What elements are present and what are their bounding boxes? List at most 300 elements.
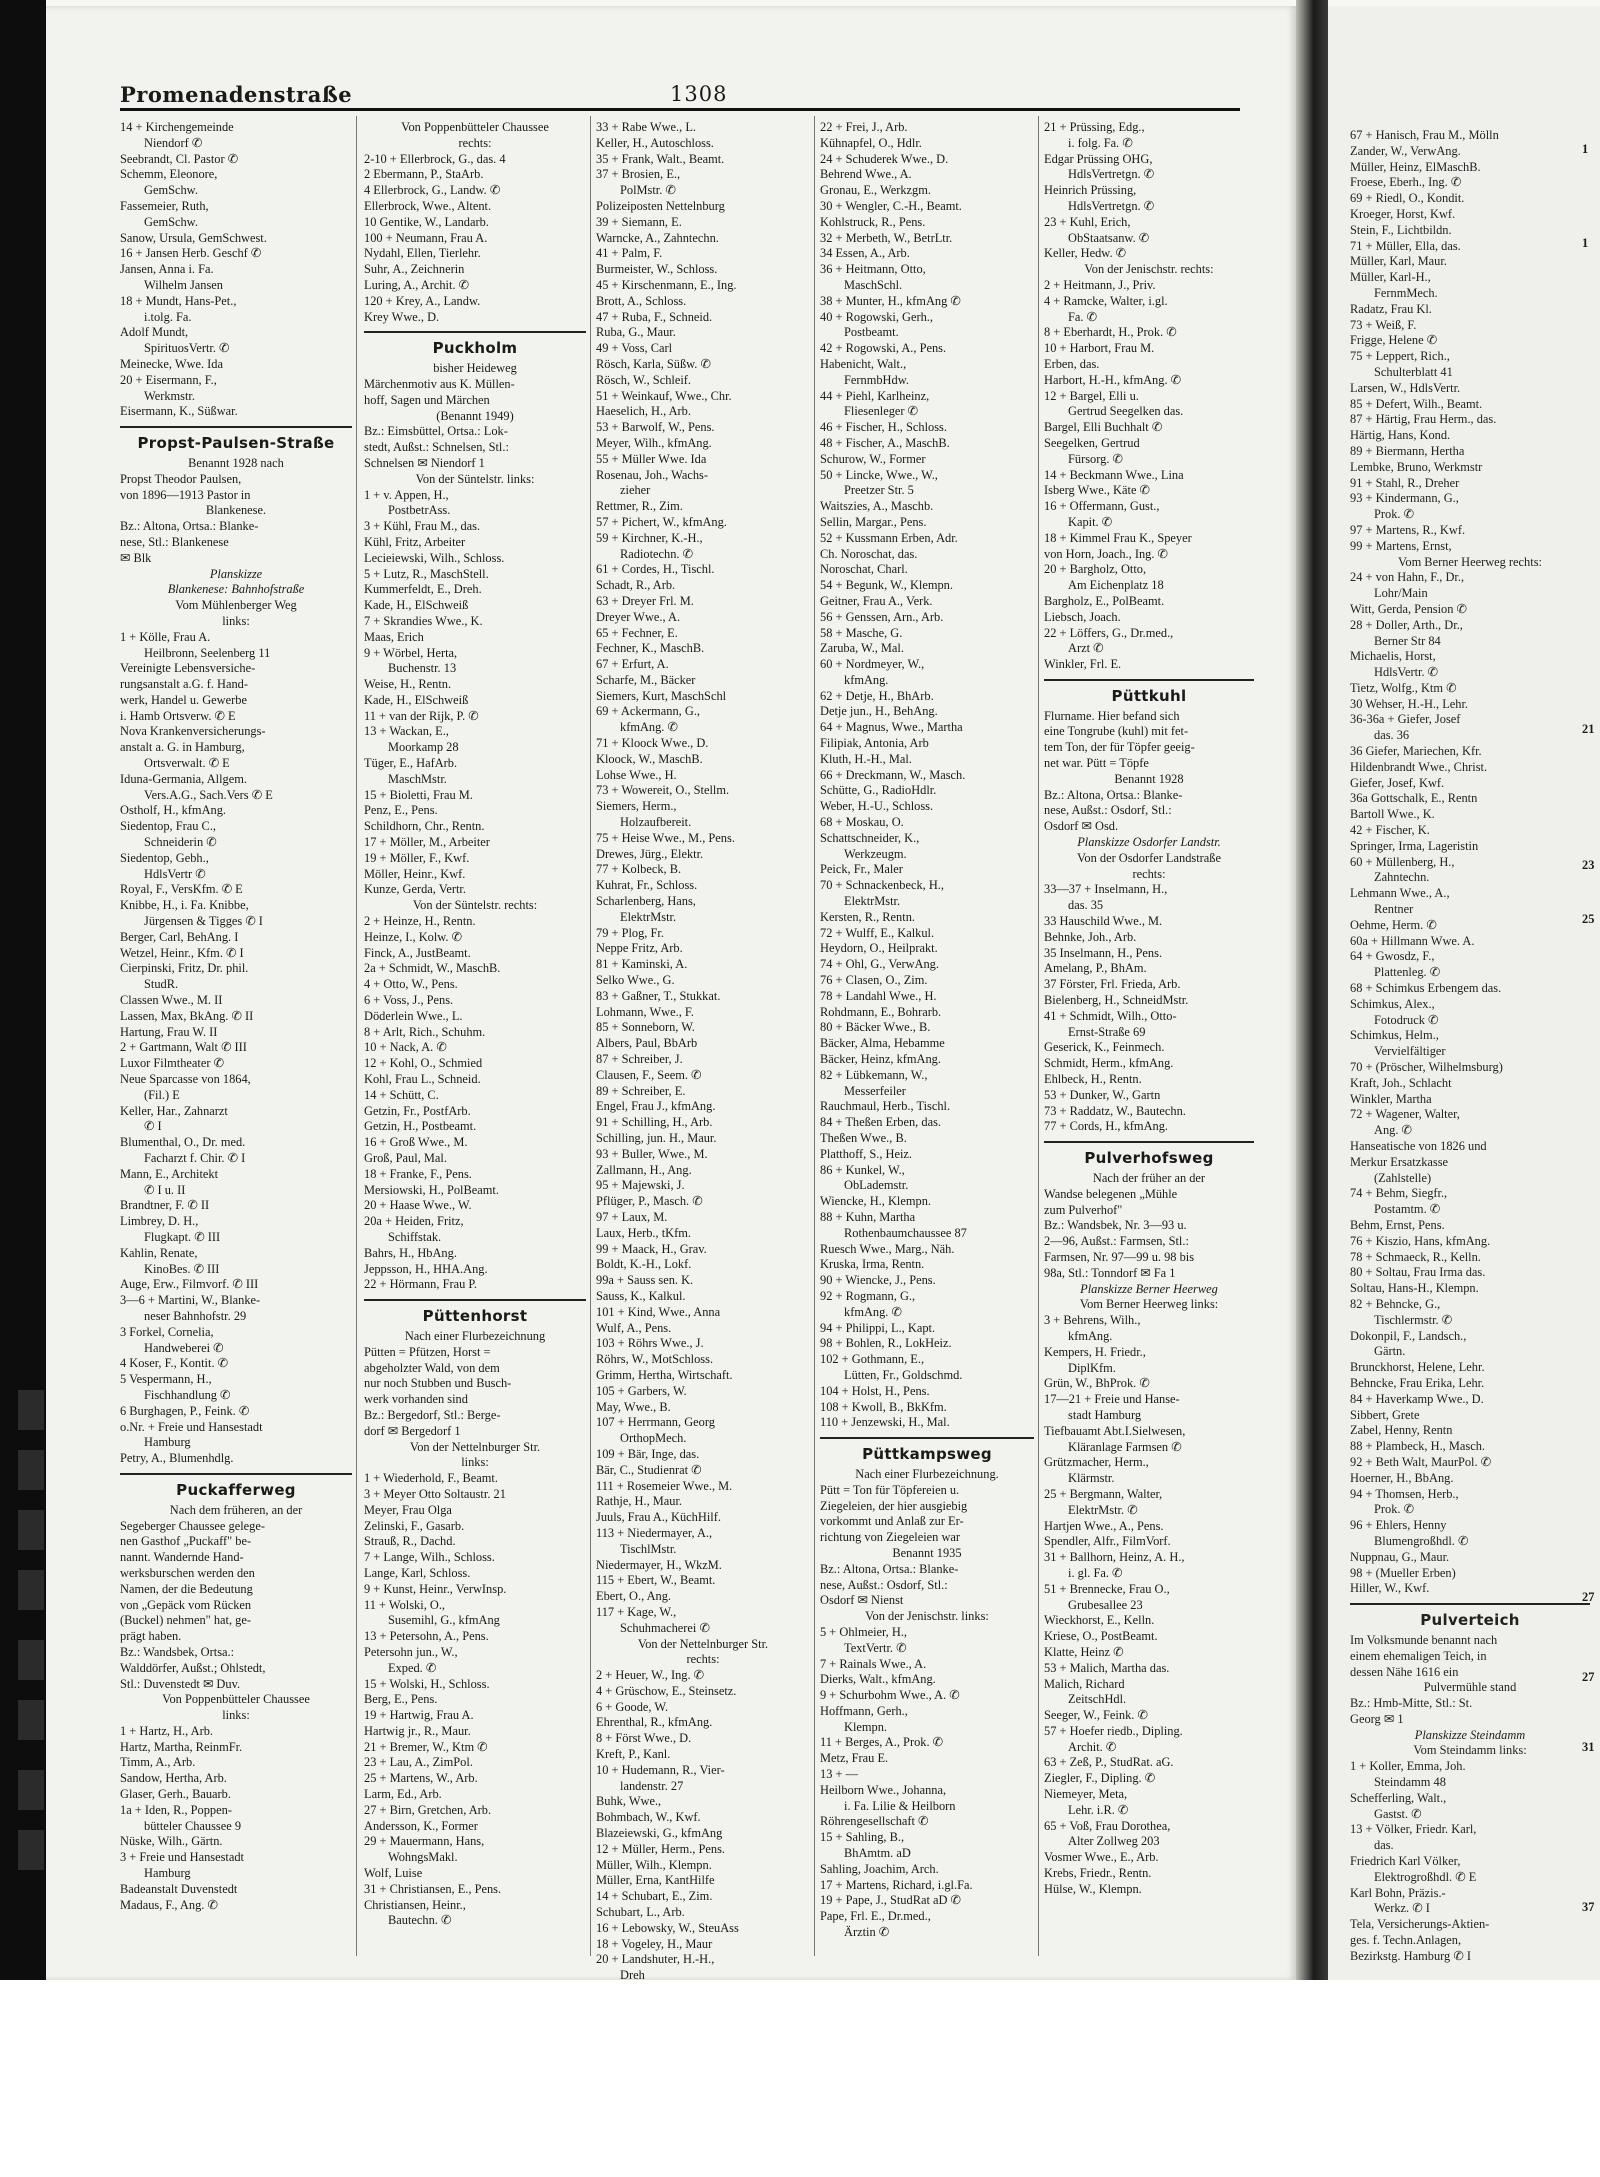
directory-entry: 75 + Heise Wwe., M., Pens. [596, 830, 735, 845]
directory-entry: Zelinski, F., Gasarb. [364, 1518, 465, 1533]
directory-entry: rechts: [458, 135, 492, 150]
directory-entry: 2a + Schmidt, W., MaschB. [364, 961, 501, 976]
directory-entry: Rettmer, R., Zim. [596, 499, 683, 514]
directory-entry: 24 + von Hahn, F., Dr., [1350, 570, 1465, 585]
directory-entry: Michaelis, Horst, [1350, 649, 1436, 664]
directory-entry: das. 36 [1374, 728, 1410, 743]
directory-entry: Bz.: Altona, Ortsa.: Blanke- [120, 519, 259, 534]
margin-house-number: 23 [1582, 858, 1595, 872]
directory-entry: rechts: [1132, 866, 1166, 881]
directory-entry: 13 + Petersohn, A., Pens. [364, 1629, 489, 1644]
directory-entry: Schattschneider, K., [820, 830, 920, 845]
directory-entry: Bahrs, H., HbAng. [364, 1245, 457, 1260]
directory-entry: i. gl. Fa. ✆ [1068, 1565, 1123, 1580]
directory-entry: Rohdmann, E., Bohrarb. [820, 1004, 942, 1019]
book-gutter [1296, 0, 1328, 1980]
directory-entry: Seegelken, Gertrud [1044, 435, 1140, 450]
directory-entry: Flugkapt. ✆ III [144, 1229, 221, 1244]
directory-entry: 117 + Kage, W., [596, 1604, 677, 1619]
directory-entry: kfmAng. ✆ [620, 720, 678, 735]
directory-entry: Schneiderin ✆ [144, 835, 217, 850]
directory-entry: 103 + Röhrs Wwe., J. [596, 1336, 704, 1351]
directory-entry: 36 Giefer, Mariechen, Kfr. [1350, 744, 1482, 759]
street-heading: Propst-Paulsen-Straße [137, 434, 335, 453]
directory-entry: Siemers, Herm., [596, 799, 677, 814]
directory-entry: Cierpinski, Fritz, Dr. phil. [120, 961, 249, 976]
directory-entry: FernmbHdw. [844, 372, 909, 387]
directory-entry: 99a + Sauss sen. K. [596, 1273, 694, 1288]
directory-entry: 113 + Niedermayer, A., [596, 1525, 713, 1540]
directory-entry: Nydahl, Ellen, Tierlehr. [364, 246, 481, 261]
directory-entry: Krebs, Friedr., Rentn. [1044, 1866, 1152, 1881]
section-rule [120, 1473, 352, 1475]
directory-entry: 32 + Merbeth, W., BetrLtr. [820, 230, 953, 245]
directory-entry: Waitszies, A., Maschb. [820, 499, 934, 514]
directory-entry: Meyer, Frau Olga [364, 1502, 452, 1517]
directory-entry: von „Gepäck vom Rücken [120, 1597, 252, 1612]
directory-entry: Ostholf, H., kfmAng. [120, 803, 227, 818]
directory-column-1 [120, 120, 352, 1970]
directory-entry: 99 + Maack, H., Grav. [596, 1241, 707, 1256]
directory-entry: ElektrMstr. [844, 894, 901, 909]
directory-entry: Badeanstalt Duvenstedt [120, 1881, 238, 1896]
directory-entry: 74 + Ohl, G., VerwAng. [820, 957, 939, 972]
directory-entry: Bz.: Altona, Ortsa.: Blanke- [820, 1561, 959, 1576]
directory-entry: 63 + Zeß, P., StudRat. aG. [1044, 1755, 1174, 1770]
directory-entry: Lehmann Wwe., A., [1350, 886, 1450, 901]
directory-entry: Friedrich Karl Völker, [1350, 1854, 1461, 1869]
directory-entry: Schnelsen ✉ Niendorf 1 [364, 455, 485, 470]
directory-entry: Bäcker, Heinz, kfmAng. [820, 1052, 941, 1067]
directory-entry: Steindamm 48 [1374, 1775, 1446, 1790]
directory-entry: 102 + Gothmann, E., [820, 1352, 925, 1367]
directory-entry: Warncke, A., Zahntechn. [596, 230, 719, 245]
directory-entry: Neppe Fritz, Arb. [596, 941, 683, 956]
directory-entry: Ziegeleien, der hier ausgiebig [820, 1498, 968, 1513]
directory-entry: Namen, der die Bedeutung [120, 1581, 253, 1596]
directory-entry: Postbeamt. [844, 325, 899, 340]
directory-entry: 2 + Heuer, W., Ing. ✆ [596, 1668, 705, 1683]
directory-entry: Kläranlage Farmsen ✆ [1068, 1439, 1182, 1454]
directory-entry: Laux, Herb., tKfm. [596, 1225, 691, 1240]
directory-entry: Dreyer Wwe., A. [596, 609, 681, 624]
directory-entry: Adolf Mundt, [120, 325, 189, 340]
directory-entry: Bielenberg, H., SchneidMstr. [1044, 993, 1189, 1008]
directory-entry: Kade, H., ElSchweiß [364, 598, 469, 613]
directory-entry: 80 + Soltau, Frau Irma das. [1350, 1265, 1486, 1280]
directory-entry: Lohse Wwe., H. [596, 767, 677, 782]
section-rule [1044, 1141, 1254, 1143]
column-divider [814, 116, 815, 1956]
directory-entry: Ortsverwalt. ✆ E [144, 756, 230, 771]
directory-entry: Scharlenberg, Hans, [596, 894, 696, 909]
directory-entry: Classen Wwe., M. II [120, 993, 223, 1008]
directory-entry: 37 + Brosien, E., [596, 167, 681, 182]
directory-entry: 4 + Otto, W., Pens. [364, 977, 458, 992]
directory-entry: Wulf, A., Pens. [596, 1320, 672, 1335]
directory-entry: 65 + Voß, Frau Dorothea, [1044, 1818, 1171, 1833]
directory-entry: Tietz, Wolfg., Ktm ✆ [1350, 680, 1457, 695]
running-head: Promenadenstraße [120, 82, 353, 107]
directory-entry: TextVertr. ✆ [844, 1640, 907, 1655]
directory-entry: 45 + Kirschenmann, E., Ing. [596, 277, 737, 292]
directory-entry: Märchenmotiv aus K. Müllen- [364, 376, 515, 391]
directory-entry: 2 + Gartmann, Walt ✆ III [120, 1040, 247, 1055]
directory-entry: Keller, H., Autoschloss. [596, 135, 714, 150]
directory-entry: Von der Süntelstr. links: [415, 471, 535, 486]
directory-entry: Behncke, Frau Erika, Lehr. [1350, 1375, 1485, 1390]
directory-entry: Dokonpil, F., Landsch., [1350, 1328, 1467, 1343]
directory-entry: Schurow, W., Former [820, 451, 926, 466]
directory-entry: 76 + Kiszio, Hans, kfmAng. [1350, 1233, 1491, 1248]
directory-entry: Kersten, R., Rentn. [820, 909, 915, 924]
directory-entry: Radatz, Frau Kl. [1350, 301, 1432, 316]
directory-entry: 15 + Bioletti, Frau M. [364, 787, 473, 802]
directory-entry: Filipiak, Antonia, Arb [820, 736, 929, 751]
directory-entry: TischlMstr. [620, 1541, 677, 1556]
binding-mark [18, 1390, 44, 1430]
directory-entry: Schimkus, Helm., [1350, 1028, 1439, 1043]
directory-entry: Nuppnau, G., Maur. [1350, 1549, 1450, 1564]
directory-entry: 89 + Schreiber, E. [596, 1083, 686, 1098]
directory-entry: 100 + Neumann, Frau A. [364, 230, 488, 245]
directory-entry: Grützmacher, Herm., [1044, 1455, 1149, 1470]
directory-entry: nur noch Stubben und Busch- [364, 1376, 512, 1391]
directory-entry: 23 + Lau, A., ZimPol. [364, 1755, 473, 1770]
directory-entry: Siedentop, Gebh., [120, 850, 209, 865]
directory-entry: Bezirkstg. Hamburg ✆ I [1350, 1948, 1471, 1963]
directory-entry: Moorkamp 28 [388, 740, 459, 755]
plan-reference: Planskizze Osdorfer Landstr. [1077, 835, 1221, 850]
directory-entry: Spendler, Alfr., FilmVorf. [1044, 1534, 1171, 1549]
directory-entry: Neue Sparcasse von 1864, [120, 1072, 251, 1087]
directory-entry: Von der Nettelnburger Str. [409, 1439, 541, 1454]
directory-entry: Schadt, R., Arb. [596, 578, 676, 593]
directory-entry: 20 + Haase Wwe., W. [364, 1198, 472, 1213]
directory-entry: landenstr. 27 [620, 1778, 684, 1793]
directory-entry: 82 + Behncke, G., [1350, 1296, 1441, 1311]
directory-entry: Rauchmaul, Herb., Tischl. [820, 1099, 951, 1114]
directory-entry: links: [222, 1708, 250, 1723]
directory-entry: 75 + Leppert, Rich., [1350, 349, 1450, 364]
directory-entry: Boldt, K.-H., Lokf. [596, 1257, 692, 1272]
directory-entry: Kühnapfel, O., Hdlr. [820, 135, 922, 150]
directory-entry: 35 + Frank, Walt., Beamt. [596, 151, 725, 166]
directory-entry: 107 + Herrmann, Georg [596, 1415, 715, 1430]
directory-entry: 101 + Kind, Wwe., Anna [596, 1304, 721, 1319]
directory-entry: ges. f. Techn.Anlagen, [1350, 1933, 1462, 1948]
binding-mark [18, 1700, 44, 1740]
directory-entry: FernmMech. [1374, 285, 1438, 300]
directory-entry: Kriese, O., PostBeamt. [1044, 1629, 1158, 1644]
directory-entry: kfmAng. [1068, 1328, 1113, 1343]
directory-entry: Georg ✉ 1 [1350, 1711, 1404, 1726]
directory-entry: Timm, A., Arb. [120, 1755, 196, 1770]
directory-entry: Rothenbaumchaussee 87 [844, 1225, 967, 1240]
directory-entry: 18 + Franke, F., Pens. [364, 1166, 472, 1181]
directory-entry: Hartung, Frau W. II [120, 1024, 218, 1039]
directory-entry: Dreh [620, 1968, 645, 1983]
directory-entry: Gärtn. [1374, 1344, 1406, 1359]
directory-entry: Prok. ✆ [1374, 507, 1414, 522]
directory-entry: 47 + Ruba, F., Schneid. [596, 309, 713, 324]
directory-entry: 56 + Genssen, Arn., Arb. [820, 609, 944, 624]
directory-entry: 66 + Dreckmann, W., Masch. [820, 767, 966, 782]
directory-entry: Pflüger, P., Masch. ✆ [596, 1194, 703, 1209]
directory-entry: 53 + Dunker, W., Gartn [1044, 1087, 1161, 1102]
directory-entry: Oehme, Herm. ✆ [1350, 917, 1437, 932]
directory-entry: 17 + Möller, M., Arbeiter [364, 835, 490, 850]
directory-entry: Kapit. ✆ [1068, 514, 1113, 529]
directory-entry: Rathje, H., Maur. [596, 1494, 683, 1509]
directory-entry: 64 + Magnus, Wwe., Martha [820, 720, 963, 735]
directory-entry: Ruesch Wwe., Marg., Näh. [820, 1241, 955, 1256]
plan-reference: Planskizze Steindamm [1414, 1727, 1526, 1742]
directory-entry: Getzin, H., Postbeamt. [364, 1119, 477, 1134]
directory-entry: 18 + Vogeley, H., Maur [596, 1936, 713, 1951]
directory-entry: 10 + Nack, A. ✆ [364, 1040, 447, 1055]
directory-entry: 73 + Weiß, F. [1350, 317, 1417, 332]
directory-entry: Auge, Erw., Filmvorf. ✆ III [120, 1277, 259, 1292]
directory-entry: anstalt a. G. in Hamburg, [120, 740, 245, 755]
directory-entry: Heilborn Wwe., Johanna, [820, 1782, 947, 1797]
directory-entry: 22 + Löffers, G., Dr.med., [1044, 625, 1174, 640]
directory-entry: Tischlermstr. ✆ [1374, 1312, 1453, 1327]
directory-entry: Getzin, Fr., PostfArb. [364, 1103, 471, 1118]
directory-entry: Juuls, Frau A., KüchHilf. [596, 1510, 721, 1525]
directory-entry: Schmidt, Herm., kfmAng. [1044, 1056, 1174, 1071]
directory-entry: 4 + Grüschow, E., Steinsetz. [596, 1683, 737, 1698]
margin-house-number: 27 [1582, 1670, 1595, 1684]
directory-entry: hoff, Sagen und Märchen [364, 392, 490, 407]
directory-entry: Rösch, Karla, Süßw. ✆ [596, 356, 711, 371]
directory-entry: Klempn. [844, 1719, 888, 1734]
directory-entry: Bz.: Bergedorf, Stl.: Berge- [364, 1407, 501, 1422]
directory-entry: Winkler, Martha [1350, 1091, 1432, 1106]
directory-entry: 89 + Biermann, Hertha [1350, 443, 1465, 458]
directory-entry: Propst Theodor Paulsen, [120, 471, 242, 486]
directory-entry: 33 Hauschild Wwe., M. [1044, 914, 1163, 929]
directory-entry: PolMstr. ✆ [620, 183, 676, 198]
directory-entry: Prok. ✆ [1374, 1502, 1414, 1517]
directory-entry: 84 + Theßen Erben, das. [820, 1115, 941, 1130]
directory-entry: Nach einer Flurbezeichnung [404, 1328, 546, 1343]
directory-entry: Bautechn. ✆ [388, 1913, 452, 1928]
directory-entry: 23 + Kuhl, Erich, [1044, 214, 1131, 229]
directory-entry: bütteler Chaussee 9 [144, 1818, 242, 1833]
directory-entry: Gronau, E., Werkzgm. [820, 183, 931, 198]
directory-entry: Wolf, Luise [364, 1866, 423, 1881]
directory-entry: 36 + Heitmann, Otto, [820, 262, 926, 277]
street-heading: Püttkampsweg [862, 1445, 992, 1464]
directory-entry: 31 + Ballhorn, Heinz, A. H., [1044, 1550, 1185, 1565]
directory-entry: 81 + Kaminski, A. [596, 957, 688, 972]
directory-entry: Keller, Har., Zahnarzt [120, 1103, 228, 1118]
directory-entry: 82 + Lübkemann, W., [820, 1067, 928, 1082]
directory-entry: Zander, W., VerwAng. [1350, 143, 1461, 158]
plan-reference: Blankenese: Bahnhofstraße [167, 582, 305, 597]
directory-entry: (Buckel) nehmen" hat, ge- [120, 1613, 251, 1628]
directory-entry: Müller, Wilh., Klempn. [596, 1857, 712, 1872]
directory-entry: 1 + Koller, Emma, Joh. [1350, 1759, 1466, 1774]
directory-entry: 94 + Thomsen, Herb., [1350, 1486, 1459, 1501]
directory-entry: Osdorf ✉ Osd. [1044, 819, 1119, 834]
directory-entry: Weise, H., Rentn. [364, 677, 452, 692]
directory-entry: Bohmbach, W., Kwf. [596, 1810, 701, 1825]
directory-entry: 97 + Laux, M. [596, 1209, 668, 1224]
section-rule [1044, 679, 1254, 681]
directory-entry: 17 + Martens, Richard, i.gl.Fa. [820, 1877, 973, 1892]
directory-entry: Lange, Karl, Schloss. [364, 1565, 471, 1580]
directory-entry: einem ehemaligen Teich, in [1350, 1648, 1487, 1663]
directory-entry: Nova Krankenversicherungs- [120, 724, 266, 739]
directory-entry: SpirituosVertr. ✆ [144, 341, 230, 356]
directory-entry: Messerfeiler [844, 1083, 906, 1098]
directory-entry: 42 + Fischer, K. [1350, 823, 1430, 838]
directory-entry: 8 + Eberhardt, H., Prok. ✆ [1044, 325, 1177, 340]
directory-entry: 70 + (Pröscher, Wilhelmsburg) [1350, 1060, 1503, 1075]
directory-entry: 3 Forkel, Cornelia, [120, 1324, 214, 1339]
directory-entry: Ziegler, F., Dipling. ✆ [1044, 1771, 1156, 1786]
directory-entry: Pulvermühle stand [1423, 1680, 1517, 1695]
directory-entry: Kohl, Frau L., Schneid. [364, 1072, 481, 1087]
directory-entry: Susemihl, G., kfmAng [388, 1613, 500, 1628]
directory-entry: 2 + Heinze, H., Rentn. [364, 914, 476, 929]
directory-entry: Bz.: Hmb-Mitte, Stl.: St. [1350, 1696, 1473, 1711]
directory-entry: WohngsMakl. [388, 1850, 458, 1865]
directory-entry: 98 + Bohlen, R., LokHeiz. [820, 1336, 952, 1351]
directory-entry: 20 + Bargholz, Otto, [1044, 562, 1147, 577]
directory-entry: May, Wwe., B. [596, 1399, 671, 1414]
directory-entry: 30 + Wengler, C.-H., Beamt. [820, 198, 962, 213]
directory-entry: Hartwig jr., R., Maur. [364, 1723, 471, 1738]
directory-entry: 16 + Lebowsky, W., SteuAss [596, 1920, 739, 1935]
directory-entry: Kraft, Joh., Schlacht [1350, 1075, 1452, 1090]
directory-entry: 19 + Möller, F., Kwf. [364, 850, 470, 865]
directory-entry: 42 + Rogowski, A., Pens. [820, 341, 947, 356]
directory-entry: 60 + Nordmeyer, W., [820, 657, 925, 672]
directory-entry: 5 Vespermann, H., [120, 1372, 212, 1387]
directory-entry: 78 + Schmaeck, R., Kelln. [1350, 1249, 1481, 1264]
margin-house-number: 1 [1582, 236, 1589, 250]
directory-entry: 13 + Völker, Friedr. Karl, [1350, 1822, 1477, 1837]
directory-entry: 99 + Martens, Ernst, [1350, 538, 1452, 553]
directory-entry: Von der Jenischstr. links: [865, 1609, 989, 1624]
directory-entry: Hanseatische von 1826 und [1350, 1139, 1487, 1153]
directory-entry: 46 + Fischer, H., Schloss. [820, 420, 947, 435]
directory-entry: 92 + Rogmann, G., [820, 1288, 916, 1303]
directory-entry: Stl.: Duvenstedt ✉ Duv. [120, 1676, 241, 1691]
directory-entry: 91 + Stahl, R., Dreher [1350, 475, 1460, 490]
directory-entry: 16 + Jansen Herb. Geschf ✆ [120, 246, 262, 261]
directory-entry: Ch. Noroschat, das. [820, 546, 918, 561]
directory-entry: Metz, Frau E. [820, 1751, 889, 1766]
directory-entry: 35 Inselmann, H., Pens. [1044, 945, 1163, 960]
directory-entry: 19 + Hartwig, Frau A. [364, 1708, 474, 1723]
directory-entry: 55 + Müller Wwe. Ida [596, 451, 707, 466]
directory-entry: 96 + Ehlers, Henny [1350, 1518, 1447, 1533]
directory-entry: 61 + Cordes, H., Tischl. [596, 562, 715, 577]
directory-entry: Siemers, Kurt, MaschSchl [596, 688, 727, 703]
directory-entry: Scharfe, M., Bäcker [596, 672, 696, 687]
directory-entry: zum Pulverhof" [1044, 1202, 1123, 1217]
directory-entry: Bz.: Wandsbek, Nr. 3—93 u. [1044, 1218, 1187, 1233]
directory-entry: 59 + Kirchner, K.-H., [596, 530, 703, 545]
directory-entry: abgeholzter Wald, von dem [364, 1360, 500, 1375]
directory-entry: net war. Pütt = Töpfe [1044, 756, 1149, 771]
directory-entry: Schubart, L., Arb. [596, 1905, 685, 1920]
directory-entry: Witt, Gerda, Pension ✆ [1350, 601, 1467, 616]
directory-entry: Lohr/Main [1374, 586, 1428, 601]
margin-house-number: 21 [1582, 722, 1595, 736]
directory-entry: 10 + Harbort, Frau M. [1044, 341, 1155, 356]
directory-entry: Hamburg [144, 1866, 191, 1881]
directory-entry: 22 + Frei, J., Arb. [820, 120, 908, 134]
directory-entry: 62 + Detje, H., BhArb. [820, 688, 934, 703]
directory-entry: 64 + Gwosdz, F., [1350, 949, 1435, 964]
directory-entry: 16 + Offermann, Gust., [1044, 499, 1160, 514]
directory-entry: Schiffstak. [388, 1229, 442, 1244]
directory-entry: Larm, Ed., Arb. [364, 1787, 442, 1802]
directory-entry: 19 + Pape, J., StudRat aD ✆ [820, 1893, 961, 1908]
directory-entry: 51 + Weinkauf, Wwe., Chr. [596, 388, 732, 403]
directory-entry: Tela, Versicherungs-Aktien- [1350, 1917, 1490, 1932]
directory-entry: 6 + Goode, W. [596, 1699, 669, 1714]
directory-entry: 22 + Hörmann, Frau P. [364, 1277, 477, 1292]
directory-entry: Ernst-Straße 69 [1068, 1024, 1146, 1039]
directory-entry: Sahling, Joachim, Arch. [820, 1861, 939, 1876]
directory-entry: dessen Nähe 1616 ein [1350, 1664, 1459, 1679]
directory-entry: 68 + Schimkus Erbengem das. [1350, 981, 1502, 996]
directory-entry: 50 + Lincke, Wwe., W., [820, 467, 938, 482]
directory-entry: Hiller, W., Kwf. [1350, 1581, 1430, 1596]
directory-entry: Schütte, G., RadioHdlr. [820, 783, 937, 798]
directory-entry: Tüger, E., HafArb. [364, 756, 458, 771]
directory-entry: ✉ Blk [120, 550, 152, 565]
directory-entry: 12 + Kohl, O., Schmied [364, 1056, 483, 1071]
directory-entry: 3 + Behrens, Wilh., [1044, 1313, 1141, 1328]
directory-entry: Möller, Heinr., Kwf. [364, 866, 466, 881]
directory-entry: Selko Wwe., G. [596, 973, 675, 988]
directory-entry: OrthopMech. [620, 1431, 687, 1446]
directory-entry: Werkz. ✆ I [1374, 1901, 1430, 1916]
directory-entry: 74 + Behm, Siegfr., [1350, 1186, 1448, 1201]
directory-entry: 97 + Martens, R., Kwf. [1350, 522, 1466, 537]
directory-entry: 84 + Haverkamp Wwe., D. [1350, 1391, 1484, 1406]
directory-entry: DiplKfm. [1068, 1360, 1116, 1375]
directory-entry: 14 + Schubart, E., Zim. [596, 1889, 713, 1904]
directory-entry: Grubesallee 23 [1068, 1597, 1143, 1612]
plan-reference: Planskizze Berner Heerweg [1080, 1281, 1218, 1296]
directory-entry: 70 + Schnackenbeck, H., [820, 878, 944, 893]
directory-entry: Schimkus, Alex., [1350, 996, 1435, 1011]
directory-entry: Kühl, Fritz, Arbeiter [364, 534, 466, 549]
directory-entry: Hoerner, H., BbAng. [1350, 1470, 1454, 1485]
directory-entry: neser Bahnhofstr. 29 [144, 1308, 247, 1323]
directory-entry: Niendorf ✆ [144, 135, 203, 150]
directory-entry: werksburschen werden den [120, 1565, 255, 1580]
directory-entry: 1 + Hartz, H., Arb. [120, 1723, 214, 1738]
directory-entry: 71 + Kloock Wwe., D. [596, 736, 709, 751]
directory-entry: 92 + Beth Walt, MaurPol. ✆ [1350, 1454, 1492, 1469]
directory-entry: Krey Wwe., D. [364, 309, 440, 324]
directory-entry: Stein, F., Lichtbildn. [1350, 222, 1452, 237]
directory-entry: Luxor Filmtheater ✆ [120, 1056, 224, 1071]
plan-reference: Planskizze [209, 566, 263, 581]
directory-entry: Vereinigte Lebensversiche- [120, 661, 256, 676]
directory-entry: Bartoll Wwe., K. [1350, 807, 1435, 822]
directory-entry: Fürsorg. ✆ [1068, 451, 1123, 466]
